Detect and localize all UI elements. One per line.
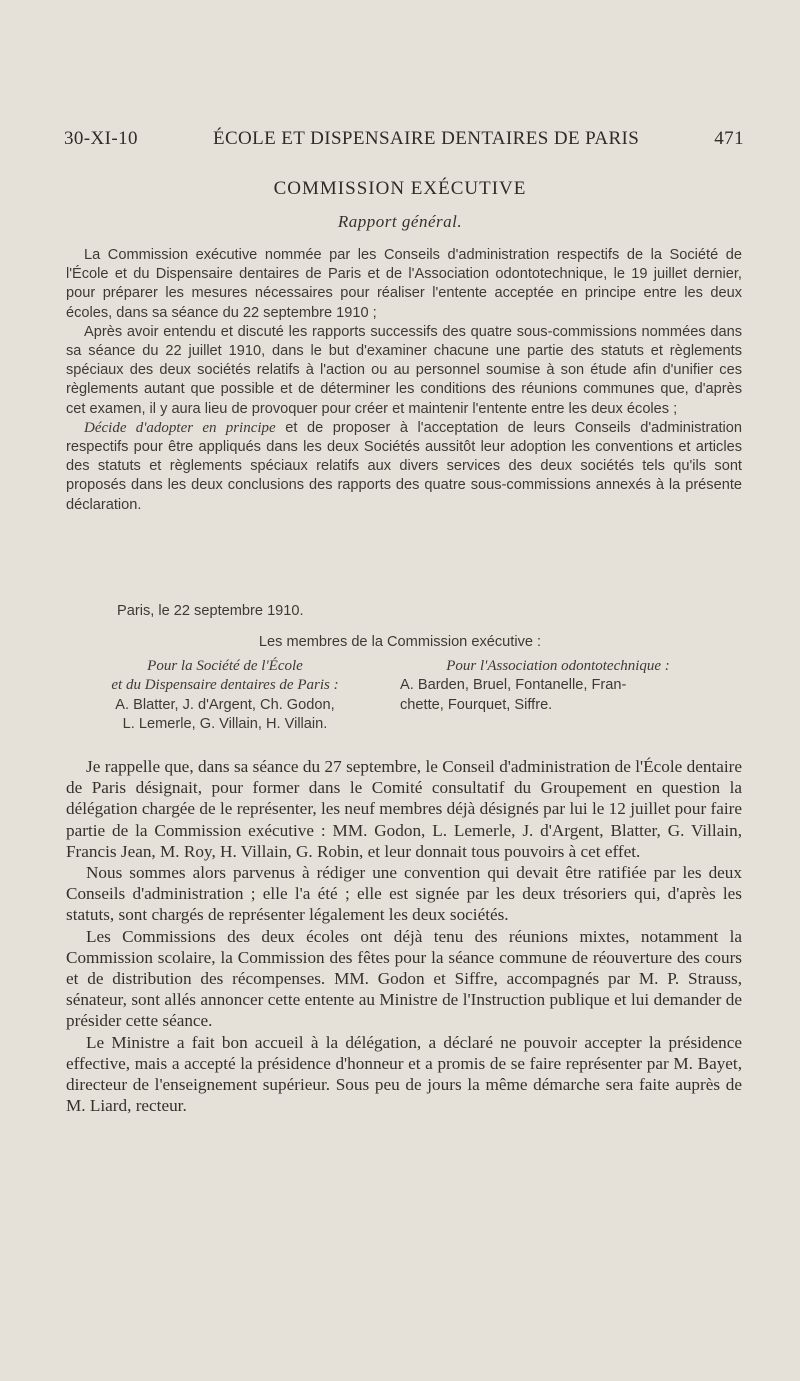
decision-rest: et de proposer à l'acceptation de leurs Conseils d'administration respectifs pour être appliqués dans les deux Sociétés aussitôt leur adoption les conventions et articles des statuts et règlements spéciaux relatifs aux divers services des deux sociétés tels qu'ils sont proposés dans les deux conclusions des rapports des quatre sous-commissions annexés à la présente déclaration. (66, 419, 742, 513)
signatories-association (398, 657, 718, 715)
school-title-line-1: Pour la Société de l'École (147, 658, 303, 674)
members-heading: Les membres de la Commission exécutive : (258, 634, 542, 650)
body-paragraph: Nous sommes alors parvenus à rédiger une convention qui devait être ratifiée par les deux Conseils d'administration ; elle l'a été ; elle est signée par les deux trésoriers qui, d'après les statuts, sont chargés de représenter légalement les deux sociétés. (66, 863, 742, 925)
association-names-line-2: chette, Fourquet, Siffre. (400, 696, 553, 713)
school-names-line-1: A. Blatter, J. d'Argent, Ch. Godon, (115, 696, 335, 713)
section-title: COMMISSION EXÉCUTIVE (273, 178, 527, 199)
body-paragraph: Les Commissions des deux écoles ont déjà tenu des réunions mixtes, notamment la Commission scolaire, la Commission des fêtes pour la séance commune de réouverture des cours et de distribution des récompenses. MM. Godon et Siffre, accompagnés par M. P. Strauss, sénateur, sont allés annoncer cette entente au Ministre de l'Instruction publique et lui demander de présider cette séance. (66, 926, 742, 1031)
running-head (64, 128, 744, 150)
signatories-school (66, 657, 384, 735)
body-text (66, 756, 742, 1116)
body-paragraph: Le Ministre a fait bon accueil à la délégation, a déclaré ne pouvoir accepter la présidence effective, mais a accepté la présidence d'honneur et a promis de se faire représenter par M. Bayet, directeur de l'enseignement supérieur. Sous peu de jours la même démarche sera faite auprès de M. Liard, recteur. (66, 1032, 742, 1116)
section-subtitle: Rapport général. (337, 212, 463, 231)
running-title: ÉCOLE ET DISPENSAIRE DENTAIRES DE PARIS (212, 128, 640, 149)
body-paragraph: Je rappelle que, dans sa séance du 27 septembre, le Conseil d'administration de l'École dentaire de Paris désignait, pour former dans le Comité consultatif du Groupement en question la délégation chargée de le représenter, les neuf membres déjà désignés par lui le 12 juillet pour faire partie de la Commission exécutive : MM. Godon, L. Lemerle, J. d'Argent, Blatter, G. Villain, Francis Jean, M. Roy, H. Villain, G. Robin, et leur donnait tous pouvoirs à cet effet. (66, 757, 742, 861)
association-names-line-1: A. Barden, Bruel, Fontanelle, Fran- (400, 677, 627, 694)
report-date: Paris, le 22 septembre 1910. (117, 603, 304, 619)
report-paragraph: La Commission exécutive nommée par les Conseils d'administration respectifs de la Société de l'École et du Dispensaire dentaires de Paris et de l'Association odontotechnique, le 19 juillet dernier, pour préparer les mesures nécessaires pour réaliser l'entente acceptée en principe entre les deux écoles, dans sa séance du 22 septembre 1910 ; (66, 247, 742, 321)
report-text (66, 246, 742, 515)
report-paragraph-decision (66, 419, 742, 515)
decision-lead: Décide d'adopter en principe (84, 419, 276, 436)
association-title: Pour l'Association odontotechnique : (446, 658, 670, 674)
school-names-line-2: L. Lemerle, G. Villain, H. Villain. (122, 716, 328, 733)
report-paragraph: Après avoir entendu et discuté les rapports successifs des quatre sous-commissions nommées dans sa séance du 22 juillet 1910, dans le but d'examiner chacune une partie des statuts et règlements spéciaux des deux sociétés relatifs à l'action ou au personnel soumise à son étude afin d'unifier ces règlements autant que possible et de déterminer les conditions des réunions communes que, d'après cet examen, il y aura lieu de provoquer pour créer et maintenir l'entente entre les deux écoles ; (66, 323, 742, 417)
school-title-line-2: et du Dispensaire dentaires de Paris : (111, 677, 339, 694)
issue-date: 30-XI-10 (64, 128, 138, 149)
page-number: 471 (714, 128, 744, 149)
